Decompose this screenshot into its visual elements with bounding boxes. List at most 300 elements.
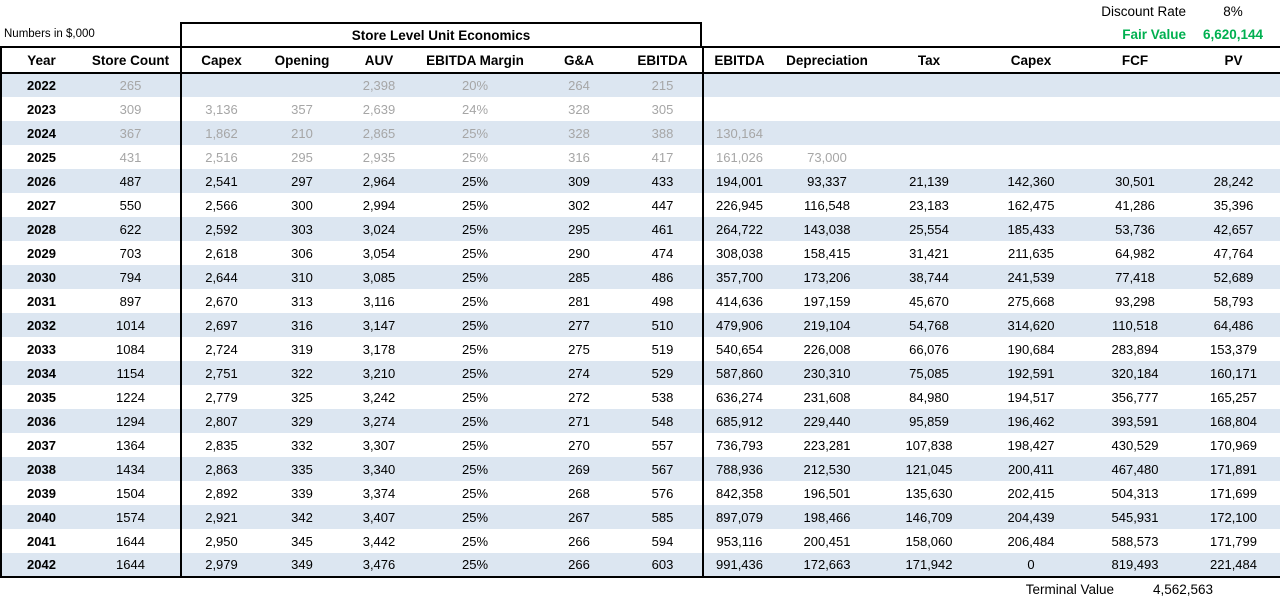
data-cell[interactable]: 171,891 <box>1187 457 1280 481</box>
data-cell[interactable]: 2,835 <box>205 437 238 453</box>
data-cell[interactable]: 161,026 <box>716 149 763 165</box>
data-cell[interactable]: 316 <box>568 149 590 165</box>
data-cell[interactable]: 142,360 <box>1007 173 1055 189</box>
data-cell[interactable]: 357,700 <box>716 269 763 285</box>
data-cell[interactable] <box>1187 97 1280 121</box>
data-cell[interactable]: 2,935 <box>362 149 396 165</box>
data-cell[interactable]: 794 <box>81 265 181 289</box>
data-cell[interactable]: 2,921 <box>205 509 238 525</box>
data-cell[interactable]: 171,699 <box>1187 481 1280 505</box>
data-cell[interactable] <box>775 97 879 121</box>
data-cell[interactable]: 0 <box>979 553 1083 577</box>
data-cell[interactable]: 3,085 <box>362 269 396 285</box>
data-cell[interactable]: 2,566 <box>205 197 238 213</box>
data-cell[interactable]: 25% <box>461 533 489 549</box>
data-cell[interactable]: 3,178 <box>362 341 396 357</box>
data-cell[interactable]: 64,982 <box>1115 245 1155 261</box>
data-cell[interactable]: 3,136 <box>205 101 238 117</box>
data-cell[interactable]: 3,374 <box>362 485 396 501</box>
terminal-value-value[interactable]: 4,562,563 <box>1152 582 1214 597</box>
data-cell[interactable]: 393,591 <box>1111 413 1159 429</box>
data-cell[interactable]: 1574 <box>81 505 181 529</box>
data-cell[interactable]: 219,104 <box>803 317 851 333</box>
data-cell[interactable]: 265 <box>81 73 181 97</box>
data-cell[interactable]: 143,038 <box>803 221 851 237</box>
data-cell[interactable]: 1504 <box>81 481 181 505</box>
data-cell[interactable]: 567 <box>623 457 703 481</box>
data-cell[interactable] <box>979 73 1083 97</box>
column-header[interactable]: Capex <box>181 47 261 73</box>
data-cell[interactable]: 116,548 <box>803 197 851 213</box>
data-cell[interactable]: 329 <box>291 413 313 429</box>
data-cell[interactable]: 2,892 <box>205 485 238 501</box>
data-cell[interactable]: 319 <box>291 341 313 357</box>
year-cell[interactable]: 2033 <box>1 337 81 361</box>
data-cell[interactable]: 636,274 <box>716 389 763 405</box>
data-cell[interactable]: 192,591 <box>1007 365 1055 381</box>
data-cell[interactable]: 25% <box>461 125 489 141</box>
data-cell[interactable]: 30,501 <box>1115 173 1155 189</box>
data-cell[interactable]: 538 <box>623 385 703 409</box>
data-cell[interactable]: 110,518 <box>1111 317 1159 333</box>
data-cell[interactable]: 622 <box>81 217 181 241</box>
data-cell[interactable]: 223,281 <box>803 437 851 453</box>
data-cell[interactable]: 332 <box>291 437 313 453</box>
data-cell[interactable]: 2,639 <box>362 101 396 117</box>
data-cell[interactable]: 2,863 <box>205 461 238 477</box>
data-cell[interactable]: 170,969 <box>1187 433 1280 457</box>
data-cell[interactable]: 603 <box>623 553 703 577</box>
data-cell[interactable]: 173,206 <box>803 269 851 285</box>
data-cell[interactable]: 210 <box>291 125 313 141</box>
data-cell[interactable] <box>979 145 1083 169</box>
data-cell[interactable]: 212,530 <box>803 461 851 477</box>
data-cell[interactable]: 20% <box>461 78 489 93</box>
data-cell[interactable]: 75,085 <box>909 365 949 381</box>
data-cell[interactable]: 197,159 <box>803 293 851 309</box>
data-cell[interactable]: 310 <box>291 269 313 285</box>
data-cell[interactable]: 153,379 <box>1187 337 1280 361</box>
column-header[interactable]: Depreciation <box>775 47 879 73</box>
data-cell[interactable]: 25% <box>461 413 489 429</box>
data-cell[interactable]: 277 <box>568 317 590 333</box>
data-cell[interactable]: 160,171 <box>1187 361 1280 385</box>
data-cell[interactable]: 335 <box>291 461 313 477</box>
data-cell[interactable]: 388 <box>623 121 703 145</box>
data-cell[interactable]: 313 <box>291 293 313 309</box>
data-cell[interactable]: 297 <box>291 173 313 189</box>
data-cell[interactable]: 158,415 <box>803 245 851 261</box>
data-cell[interactable]: 93,337 <box>807 173 847 189</box>
data-cell[interactable]: 3,476 <box>343 553 415 577</box>
data-cell[interactable]: 414,636 <box>716 293 763 309</box>
data-cell[interactable]: 211,635 <box>1007 245 1055 261</box>
data-cell[interactable]: 3,024 <box>362 221 396 237</box>
data-cell[interactable]: 349 <box>261 553 343 577</box>
data-cell[interactable] <box>1083 145 1187 169</box>
data-cell[interactable] <box>703 73 775 97</box>
column-header[interactable]: Opening <box>261 47 343 73</box>
data-cell[interactable]: 2,670 <box>205 293 238 309</box>
data-cell[interactable]: 2,979 <box>181 553 261 577</box>
data-cell[interactable]: 274 <box>568 365 590 381</box>
data-cell[interactable]: 194,001 <box>716 173 763 189</box>
data-cell[interactable] <box>979 121 1083 145</box>
data-cell[interactable]: 215 <box>623 73 703 97</box>
data-cell[interactable]: 3,242 <box>362 389 396 405</box>
data-cell[interactable]: 342 <box>291 509 313 525</box>
data-cell[interactable]: 991,436 <box>703 553 775 577</box>
column-header[interactable]: Year <box>1 47 81 73</box>
data-cell[interactable]: 54,768 <box>909 317 949 333</box>
data-cell[interactable]: 339 <box>291 485 313 501</box>
data-cell[interactable]: 25% <box>461 437 489 453</box>
data-cell[interactable]: 1224 <box>81 385 181 409</box>
year-cell[interactable]: 2028 <box>1 217 81 241</box>
data-cell[interactable]: 587,860 <box>716 365 763 381</box>
year-cell[interactable]: 2023 <box>1 97 81 121</box>
data-cell[interactable]: 221,484 <box>1187 553 1280 577</box>
data-cell[interactable]: 35,396 <box>1187 193 1280 217</box>
data-cell[interactable]: 295 <box>568 221 590 237</box>
data-cell[interactable]: 47,764 <box>1187 241 1280 265</box>
column-header[interactable]: G&A <box>535 47 623 73</box>
data-cell[interactable]: 417 <box>623 145 703 169</box>
data-cell[interactable]: 2,398 <box>362 78 396 93</box>
data-cell[interactable]: 285 <box>568 269 590 285</box>
data-cell[interactable]: 510 <box>623 313 703 337</box>
data-cell[interactable]: 3,054 <box>362 245 396 261</box>
data-cell[interactable] <box>1187 73 1280 97</box>
data-cell[interactable]: 264 <box>568 78 590 93</box>
data-cell[interactable]: 736,793 <box>716 437 763 453</box>
data-cell[interactable]: 305 <box>623 97 703 121</box>
data-cell[interactable]: 309 <box>568 173 590 189</box>
data-cell[interactable]: 842,358 <box>716 485 763 501</box>
data-cell[interactable]: 2,994 <box>362 197 396 213</box>
data-cell[interactable]: 548 <box>623 409 703 433</box>
data-cell[interactable]: 2,751 <box>205 365 238 381</box>
data-cell[interactable]: 93,298 <box>1115 293 1155 309</box>
data-cell[interactable]: 685,912 <box>716 413 763 429</box>
column-header[interactable]: Store Count <box>81 47 181 73</box>
data-cell[interactable]: 1084 <box>81 337 181 361</box>
data-cell[interactable]: 25% <box>461 509 489 525</box>
data-cell[interactable]: 21,139 <box>909 173 949 189</box>
year-cell[interactable]: 2037 <box>1 433 81 457</box>
data-cell[interactable]: 64,486 <box>1187 313 1280 337</box>
data-cell[interactable]: 953,116 <box>716 533 763 549</box>
data-cell[interactable]: 198,466 <box>803 509 851 525</box>
data-cell[interactable]: 529 <box>623 361 703 385</box>
data-cell[interactable]: 25% <box>461 389 489 405</box>
data-cell[interactable]: 1014 <box>81 313 181 337</box>
column-header[interactable]: PV <box>1187 47 1280 73</box>
data-cell[interactable]: 42,657 <box>1187 217 1280 241</box>
data-cell[interactable]: 25% <box>415 553 535 577</box>
data-cell[interactable]: 588,573 <box>1111 533 1159 549</box>
data-cell[interactable]: 172,663 <box>775 553 879 577</box>
data-cell[interactable]: 306 <box>291 245 313 261</box>
data-cell[interactable]: 303 <box>291 221 313 237</box>
data-cell[interactable]: 2,618 <box>205 245 238 261</box>
column-header[interactable]: Capex <box>979 47 1083 73</box>
data-cell[interactable]: 1154 <box>81 361 181 385</box>
data-cell[interactable]: 270 <box>568 437 590 453</box>
data-cell[interactable]: 367 <box>81 121 181 145</box>
data-cell[interactable]: 461 <box>623 217 703 241</box>
data-cell[interactable]: 158,060 <box>905 533 953 549</box>
data-cell[interactable]: 1294 <box>81 409 181 433</box>
data-cell[interactable]: 2,697 <box>205 317 238 333</box>
data-cell[interactable]: 172,100 <box>1187 505 1280 529</box>
column-header[interactable]: EBITDA <box>703 47 775 73</box>
data-cell[interactable]: 24% <box>461 101 489 117</box>
data-cell[interactable] <box>775 73 879 97</box>
data-cell[interactable]: 2,964 <box>362 173 396 189</box>
year-cell[interactable]: 2042 <box>1 553 81 577</box>
data-cell[interactable]: 309 <box>81 97 181 121</box>
data-cell[interactable]: 474 <box>623 241 703 265</box>
data-cell[interactable] <box>979 97 1083 121</box>
data-cell[interactable]: 271 <box>568 413 590 429</box>
data-cell[interactable]: 1364 <box>81 433 181 457</box>
data-cell[interactable]: 202,415 <box>1007 485 1055 501</box>
data-cell[interactable]: 486 <box>623 265 703 289</box>
column-header[interactable]: EBITDA Margin <box>415 47 535 73</box>
data-cell[interactable] <box>1083 73 1187 97</box>
data-cell[interactable]: 206,484 <box>1007 533 1055 549</box>
data-cell[interactable]: 1644 <box>81 529 181 553</box>
column-header[interactable]: FCF <box>1083 47 1187 73</box>
data-cell[interactable]: 162,475 <box>1007 197 1055 213</box>
data-cell[interactable]: 25% <box>461 341 489 357</box>
data-cell[interactable]: 171,942 <box>879 553 979 577</box>
data-cell[interactable]: 356,777 <box>1111 389 1159 405</box>
data-cell[interactable] <box>1083 97 1187 121</box>
data-cell[interactable]: 25% <box>461 317 489 333</box>
data-cell[interactable]: 447 <box>623 193 703 217</box>
data-cell[interactable]: 322 <box>291 365 313 381</box>
data-cell[interactable]: 2,724 <box>205 341 238 357</box>
data-cell[interactable]: 3,274 <box>362 413 396 429</box>
data-cell[interactable]: 171,799 <box>1187 529 1280 553</box>
data-cell[interactable]: 95,859 <box>909 413 949 429</box>
data-cell[interactable]: 487 <box>81 169 181 193</box>
data-cell[interactable]: 25,554 <box>909 221 949 237</box>
data-cell[interactable] <box>181 73 261 97</box>
data-cell[interactable]: 479,906 <box>716 317 763 333</box>
data-cell[interactable]: 3,116 <box>363 293 395 309</box>
data-cell[interactable]: 25% <box>461 269 489 285</box>
data-cell[interactable]: 328 <box>568 101 590 117</box>
data-cell[interactable]: 231,608 <box>803 389 851 405</box>
data-cell[interactable]: 28,242 <box>1187 169 1280 193</box>
data-cell[interactable]: 25% <box>461 293 489 309</box>
data-cell[interactable]: 819,493 <box>1083 553 1187 577</box>
year-cell[interactable]: 2041 <box>1 529 81 553</box>
data-cell[interactable]: 295 <box>291 149 313 165</box>
data-cell[interactable]: 897 <box>81 289 181 313</box>
year-cell[interactable]: 2022 <box>1 73 81 97</box>
data-cell[interactable]: 2,865 <box>362 125 396 141</box>
data-cell[interactable]: 264,722 <box>716 221 763 237</box>
data-cell[interactable]: 504,313 <box>1111 485 1159 501</box>
data-cell[interactable]: 204,439 <box>1007 509 1055 525</box>
data-cell[interactable]: 281 <box>568 293 590 309</box>
year-cell[interactable]: 2039 <box>1 481 81 505</box>
data-cell[interactable]: 498 <box>623 289 703 313</box>
data-cell[interactable]: 25% <box>461 221 489 237</box>
data-cell[interactable]: 226,008 <box>803 341 851 357</box>
data-cell[interactable]: 25% <box>461 245 489 261</box>
data-cell[interactable]: 433 <box>623 169 703 193</box>
data-cell[interactable]: 325 <box>291 389 313 405</box>
data-cell[interactable]: 196,462 <box>1007 413 1055 429</box>
data-cell[interactable] <box>879 97 979 121</box>
data-cell[interactable]: 703 <box>81 241 181 265</box>
data-cell[interactable]: 302 <box>568 197 590 213</box>
data-cell[interactable]: 266 <box>568 533 590 549</box>
data-cell[interactable]: 275 <box>568 341 590 357</box>
data-cell[interactable]: 200,411 <box>1007 461 1055 477</box>
data-cell[interactable]: 196,501 <box>803 485 851 501</box>
discount-rate-value[interactable]: 8% <box>1223 3 1243 19</box>
year-cell[interactable]: 2038 <box>1 457 81 481</box>
data-cell[interactable]: 272 <box>568 389 590 405</box>
data-cell[interactable]: 266 <box>535 553 623 577</box>
data-cell[interactable] <box>703 97 775 121</box>
data-cell[interactable]: 38,744 <box>909 269 949 285</box>
data-cell[interactable]: 557 <box>623 433 703 457</box>
data-cell[interactable]: 66,076 <box>909 341 949 357</box>
data-cell[interactable]: 130,164 <box>716 125 763 141</box>
data-cell[interactable] <box>775 121 879 145</box>
data-cell[interactable]: 3,210 <box>362 365 396 381</box>
data-cell[interactable]: 290 <box>568 245 590 261</box>
data-cell[interactable]: 168,804 <box>1187 409 1280 433</box>
data-cell[interactable] <box>1187 145 1280 169</box>
data-cell[interactable]: 3,442 <box>362 533 396 549</box>
data-cell[interactable]: 431 <box>81 145 181 169</box>
data-cell[interactable]: 897,079 <box>716 509 763 525</box>
year-cell[interactable]: 2025 <box>1 145 81 169</box>
year-cell[interactable]: 2024 <box>1 121 81 145</box>
data-cell[interactable]: 267 <box>568 509 590 525</box>
data-cell[interactable]: 25% <box>461 197 489 213</box>
data-cell[interactable]: 788,936 <box>716 461 763 477</box>
data-cell[interactable]: 25% <box>461 149 489 165</box>
data-cell[interactable]: 316 <box>291 317 313 333</box>
data-cell[interactable]: 45,670 <box>909 293 949 309</box>
data-cell[interactable]: 25% <box>461 173 489 189</box>
data-cell[interactable] <box>1187 121 1280 145</box>
data-cell[interactable]: 230,310 <box>803 365 851 381</box>
data-cell[interactable]: 308,038 <box>716 245 763 261</box>
fair-value-value[interactable]: 6,620,144 <box>1202 26 1264 42</box>
data-cell[interactable]: 2,644 <box>205 269 238 285</box>
column-header[interactable]: EBITDA <box>623 47 703 73</box>
year-cell[interactable]: 2035 <box>1 385 81 409</box>
data-cell[interactable]: 190,684 <box>1007 341 1055 357</box>
data-cell[interactable]: 2,592 <box>205 221 238 237</box>
year-cell[interactable]: 2027 <box>1 193 81 217</box>
data-cell[interactable] <box>1083 121 1187 145</box>
data-cell[interactable]: 84,980 <box>909 389 949 405</box>
data-cell[interactable]: 430,529 <box>1111 437 1159 453</box>
year-cell[interactable]: 2036 <box>1 409 81 433</box>
year-cell[interactable]: 2026 <box>1 169 81 193</box>
data-cell[interactable]: 200,451 <box>803 533 851 549</box>
data-cell[interactable]: 107,838 <box>905 437 953 453</box>
data-cell[interactable] <box>879 145 979 169</box>
data-cell[interactable]: 328 <box>568 125 590 141</box>
column-header[interactable]: Tax <box>879 47 979 73</box>
data-cell[interactable]: 576 <box>623 481 703 505</box>
data-cell[interactable]: 357 <box>291 101 313 117</box>
data-cell[interactable]: 229,440 <box>803 413 851 429</box>
data-cell[interactable]: 2,779 <box>205 389 238 405</box>
data-cell[interactable]: 23,183 <box>909 197 949 213</box>
data-cell[interactable]: 185,433 <box>1007 221 1055 237</box>
data-cell[interactable]: 275,668 <box>1007 293 1055 309</box>
data-cell[interactable]: 320,184 <box>1111 365 1159 381</box>
data-cell[interactable]: 1434 <box>81 457 181 481</box>
data-cell[interactable]: 2,950 <box>205 533 238 549</box>
data-cell[interactable]: 314,620 <box>1007 317 1055 333</box>
column-header[interactable]: AUV <box>343 47 415 73</box>
data-cell[interactable] <box>879 73 979 97</box>
data-cell[interactable]: 135,630 <box>905 485 953 501</box>
data-cell[interactable]: 269 <box>568 461 590 477</box>
data-cell[interactable]: 226,945 <box>716 197 763 213</box>
data-cell[interactable]: 25% <box>461 461 489 477</box>
data-cell[interactable]: 241,539 <box>1007 269 1055 285</box>
data-cell[interactable]: 3,340 <box>362 461 396 477</box>
year-cell[interactable]: 2040 <box>1 505 81 529</box>
data-cell[interactable]: 467,480 <box>1111 461 1159 477</box>
year-cell[interactable]: 2029 <box>1 241 81 265</box>
year-cell[interactable]: 2034 <box>1 361 81 385</box>
data-cell[interactable]: 2,541 <box>205 173 238 189</box>
data-cell[interactable]: 25% <box>461 365 489 381</box>
data-cell[interactable]: 345 <box>291 533 313 549</box>
data-cell[interactable]: 3,147 <box>362 317 396 333</box>
data-cell[interactable]: 52,689 <box>1187 265 1280 289</box>
data-cell[interactable]: 519 <box>623 337 703 361</box>
year-cell[interactable]: 2032 <box>1 313 81 337</box>
data-cell[interactable]: 540,654 <box>716 341 763 357</box>
data-cell[interactable]: 77,418 <box>1115 269 1155 285</box>
data-cell[interactable]: 58,793 <box>1187 289 1280 313</box>
data-cell[interactable]: 41,286 <box>1115 197 1155 213</box>
data-cell[interactable]: 3,407 <box>362 509 396 525</box>
data-cell[interactable]: 283,894 <box>1111 341 1159 357</box>
data-cell[interactable]: 53,736 <box>1115 221 1155 237</box>
data-cell[interactable]: 300 <box>291 197 313 213</box>
data-cell[interactable]: 268 <box>568 485 590 501</box>
data-cell[interactable]: 2,516 <box>205 149 238 165</box>
data-cell[interactable]: 146,709 <box>905 509 953 525</box>
data-cell[interactable]: 545,931 <box>1111 509 1159 525</box>
data-cell[interactable]: 165,257 <box>1187 385 1280 409</box>
data-cell[interactable]: 1,862 <box>205 125 238 141</box>
data-cell[interactable]: 2,807 <box>205 413 238 429</box>
data-cell[interactable]: 31,421 <box>909 245 949 261</box>
data-cell[interactable]: 594 <box>623 529 703 553</box>
data-cell[interactable]: 3,307 <box>362 437 396 453</box>
data-cell[interactable]: 25% <box>461 485 489 501</box>
